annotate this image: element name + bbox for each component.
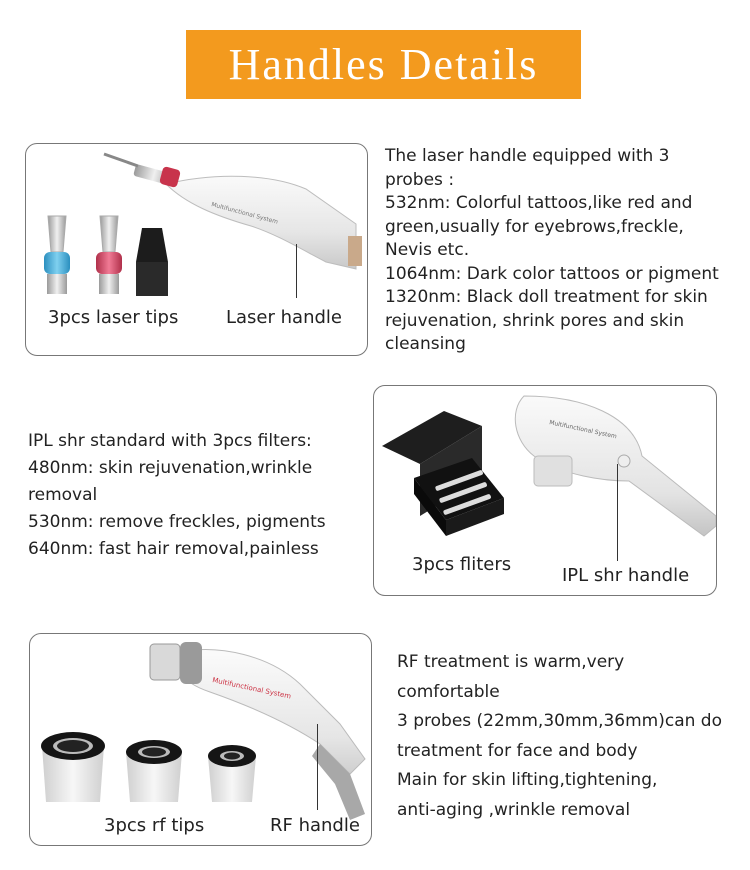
rf-handle-caption: RF handle (270, 815, 360, 836)
rf-tip-medium (126, 740, 182, 802)
laser-tips-caption: 3pcs laser tips (48, 307, 179, 328)
laser-tip-black (136, 228, 168, 296)
ipl-handle-leader (617, 464, 618, 561)
rf-handle-leader (317, 724, 318, 810)
laser-description: The laser handle equipped with 3 probes : 532nm: Colorful tattoos,like red and green,usually for eyebrows,freckle, Nevis etc. 1064nm: Dark color tattoos or pigment 1320nm: Black doll treatment for skin rejuvenation, shrink pores and skin cleansing (385, 146, 719, 354)
laser-tip-red (96, 216, 122, 294)
section-title-banner (186, 30, 581, 99)
ipl-filters-caption: 3pcs fliters (412, 554, 512, 575)
ipl-description: IPL shr standard with 3pcs filters: 480nm: skin rejuvenation,wrinkle removal 530nm: remove freckles, pigments 640nm: fast hair removal,painless (28, 431, 326, 559)
ipl-brand-text: Multifunctional System (548, 419, 618, 441)
rf-handle-illustration (30, 634, 371, 845)
ipl-handle-panel (373, 385, 717, 596)
rf-tips-caption: 3pcs rf tips (104, 815, 205, 836)
laser-tip-blue (44, 216, 70, 294)
rf-handle-panel (29, 633, 372, 846)
laser-brand-text: Multifunctional System (210, 201, 279, 226)
laser-handle-panel (25, 143, 368, 356)
rf-brand-text: Multifunctional System (211, 676, 292, 701)
laser-handle-leader (296, 244, 297, 298)
section-title: Handles Details (228, 40, 539, 89)
laser-handle-caption: Laser handle (226, 307, 342, 328)
rf-tip-large (41, 732, 105, 802)
filter-box (382, 411, 504, 536)
rf-tip-small (208, 745, 256, 802)
ipl-handle-caption: IPL shr handle (562, 565, 690, 586)
rf-description: RF treatment is warm,very comfortable 3 probes (22mm,30mm,36mm)can do treatment for face and body Main for skin lifting,tightening, anti-aging ,wrinkle removal (397, 652, 723, 820)
